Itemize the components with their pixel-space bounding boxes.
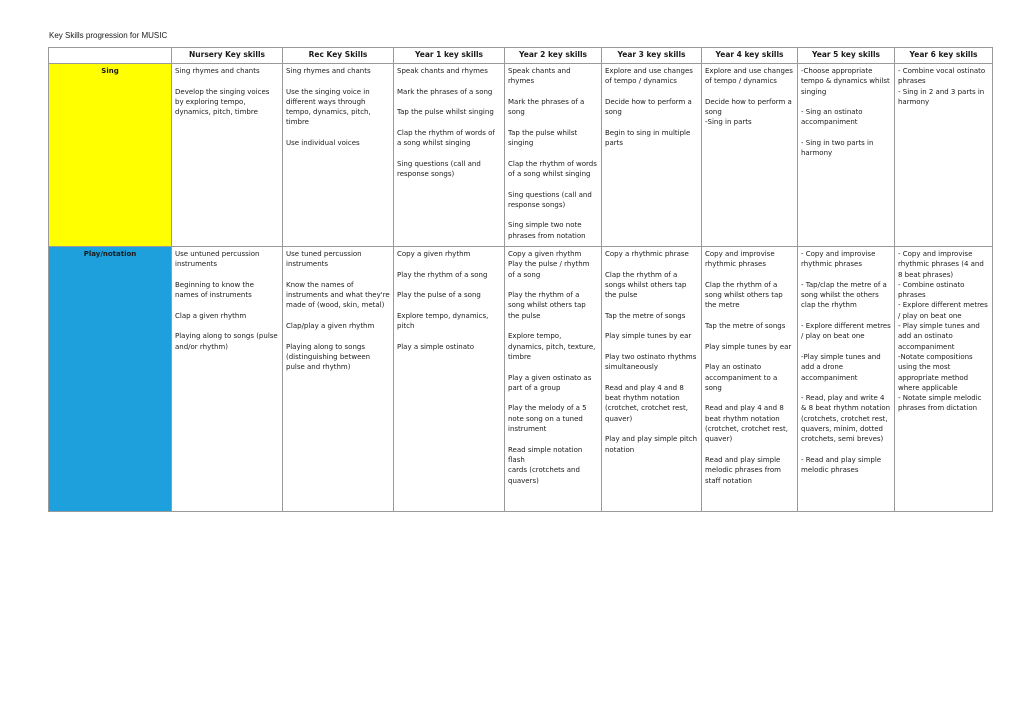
skill-item: Copy a given rhythm Play the pulse / rhythm of a song: [508, 250, 590, 279]
column-header: Rec Key Skills: [283, 48, 394, 64]
skill-cell: [895, 247, 993, 512]
skill-item: Decide how to perform a song: [605, 97, 695, 117]
column-header: Year 3 key skills: [602, 48, 702, 64]
skill-item: Play the rhythm of a song whilst others tap the pulse: [508, 291, 588, 320]
skill-item: Develop the singing voices by exploring tempo, dynamics, pitch, timbre: [175, 87, 272, 117]
skill-item: Play a simple ostinato: [397, 342, 475, 351]
skill-item: Speak chants and rhymes: [508, 67, 573, 86]
skill-item: Play simple tunes by ear: [705, 342, 792, 351]
skill-cell: [283, 64, 394, 247]
skill-item: Play the melody of a 5 note song on a tuned instrument: [508, 404, 589, 434]
skill-cell: [602, 64, 702, 247]
skill-item: Sing simple two note phrases from notation: [508, 221, 586, 240]
skill-item: Use tuned percussion instruments: [286, 250, 364, 269]
skill-item: Tap the pulse whilst singing: [508, 128, 580, 148]
skill-cell: [172, 64, 283, 247]
skill-item: Copy a rhythmic phrase: [605, 250, 689, 258]
skill-item: Read and play simple melodic phrases from staff notation: [705, 455, 784, 485]
skill-item: Use untuned percussion instruments: [175, 250, 262, 269]
skill-cell: [505, 64, 602, 247]
skill-item: - Copy and improvise rhythmic phrases (4 and 8 beat phrases) - Combine ostinato phrases - Explore different metres / play on beat one - Play simple tunes and add an ostinato accompaniment -Notate compositions using the most appropriate method where applicable - Notate simple melodic phrases from dictation: [898, 250, 988, 413]
skill-item: Read simple notation flash cards (crotchets and quavers): [508, 445, 583, 485]
skill-item: Clap the rhythm of words of a song whilst singing: [508, 159, 600, 178]
skill-item: Sing rhymes and chants: [175, 67, 260, 75]
skill-item: Sing questions (call and response songs): [508, 190, 594, 209]
skill-item: Clap the rhythm of words of a song whilst singing: [397, 128, 498, 148]
skill-item: Play the rhythm of a song: [397, 270, 488, 279]
column-header: [49, 48, 172, 64]
skill-item: Copy a given rhythm: [397, 250, 471, 258]
skill-item: Read and play 4 and 8 beat rhythm notation (crotchet, crotchet rest, quaver): [605, 383, 691, 423]
skill-item: Sing questions (call and response songs): [397, 159, 483, 178]
skill-item: - Read and play simple melodic phrases: [801, 455, 884, 475]
column-header: Year 6 key skills: [895, 48, 993, 64]
skill-item: Explore and use changes of tempo / dynamics: [605, 67, 696, 86]
row-label-sing: Sing: [49, 64, 172, 247]
skill-item: - Sing in two parts in harmony: [801, 139, 876, 158]
skill-cell: [505, 247, 602, 512]
skill-item: - Explore different metres / play on beat one: [801, 322, 893, 341]
table-row: [49, 247, 993, 512]
skill-item: - Read, play and write 4 & 8 beat rhythm notation (crotchets, crotchet rest, quavers, minim, dotted crotchets, semi breves): [801, 394, 893, 444]
column-header: Year 1 key skills: [394, 48, 505, 64]
skill-item: Tap the metre of songs: [605, 311, 686, 320]
header-row: [49, 48, 993, 64]
skill-cell: [172, 247, 283, 512]
skill-cell: [798, 247, 895, 512]
skill-item: Sing rhymes and chants: [286, 67, 371, 75]
skill-item: Play a given ostinato as part of a group: [508, 373, 594, 392]
skill-item: Playing along to songs (distinguishing between pulse and rhythm): [286, 342, 373, 372]
skill-cell: [394, 64, 505, 247]
skill-item: - Sing an ostinato accompaniment: [801, 108, 865, 127]
skill-item: - Combine vocal ostinato phrases - Sing in 2 and 3 parts in harmony: [898, 67, 986, 106]
skill-item: Play the pulse of a song: [397, 291, 481, 300]
skill-item: Clap/play a given rhythm: [286, 322, 375, 331]
skill-cell: [798, 64, 895, 247]
skill-item: Read and play 4 and 8 beat rhythm notation (crotchet, crotchet rest, quaver): [705, 404, 791, 444]
skill-item: Explore tempo, dynamics, pitch: [397, 311, 491, 331]
skill-item: Know the names of instruments and what they're made of (wood, skin, metal): [286, 280, 392, 310]
skill-item: Use the singing voice in different ways through tempo, dynamics, pitch, timbre: [286, 87, 373, 127]
skill-item: Mark the phrases of a song: [508, 97, 587, 117]
skill-item: Clap the rhythm of a song whilst others tap the metre: [705, 280, 785, 310]
skills-table: [48, 47, 993, 512]
skill-item: Clap the rhythm of a songs whilst others tap the pulse: [605, 270, 689, 300]
skill-item: -Choose appropriate tempo & dynamics whilst singing: [801, 67, 892, 96]
skill-item: - Copy and improvise rhythmic phrases: [801, 250, 878, 269]
skill-item: Explore and use changes of tempo / dynamics: [705, 67, 796, 86]
skill-item: Explore tempo, dynamics, pitch, texture, timbre: [508, 332, 598, 361]
skill-cell: [283, 247, 394, 512]
skill-item: Clap a given rhythm: [175, 311, 247, 320]
skill-item: - Tap/clap the metre of a song whilst the others clap the rhythm: [801, 280, 890, 310]
skill-cell: [702, 64, 798, 247]
skill-cell: [702, 247, 798, 512]
skill-item: Play simple tunes by ear: [605, 332, 692, 341]
skill-item: Mark the phrases of a song: [397, 87, 493, 96]
skill-item: Play and play simple pitch notation: [605, 435, 700, 454]
row-label-play-notation: Play/notation: [49, 247, 172, 512]
skill-item: Play an ostinato accompaniment to a song: [705, 363, 780, 392]
column-header: Year 5 key skills: [798, 48, 895, 64]
table-row: [49, 64, 993, 247]
skill-item: -Play simple tunes and add a drone accompaniment: [801, 352, 883, 382]
skill-item: Tap the pulse whilst singing: [397, 108, 494, 117]
document-title: Key Skills progression for MUSIC: [49, 31, 168, 40]
column-header: Nursery Key skills: [172, 48, 283, 64]
skill-item: Tap the metre of songs: [705, 322, 786, 331]
skill-item: Speak chants and rhymes: [397, 67, 488, 75]
skill-item: Play two ostinato rhythms simultaneously: [605, 352, 699, 372]
skill-cell: [895, 64, 993, 247]
skill-item: Copy and improvise rhythmic phrases: [705, 250, 777, 269]
skill-cell: [394, 247, 505, 512]
skill-item: Begin to sing in multiple parts: [605, 128, 693, 148]
skill-item: Beginning to know the names of instruments: [175, 280, 257, 300]
column-header: Year 2 key skills: [505, 48, 602, 64]
skill-item: Use individual voices: [286, 139, 360, 148]
column-header: Year 4 key skills: [702, 48, 798, 64]
skill-cell: [602, 247, 702, 512]
skill-item: Playing along to songs (pulse and/or rhythm): [175, 332, 280, 351]
skill-item: Decide how to perform a song -Sing in parts: [705, 97, 792, 127]
